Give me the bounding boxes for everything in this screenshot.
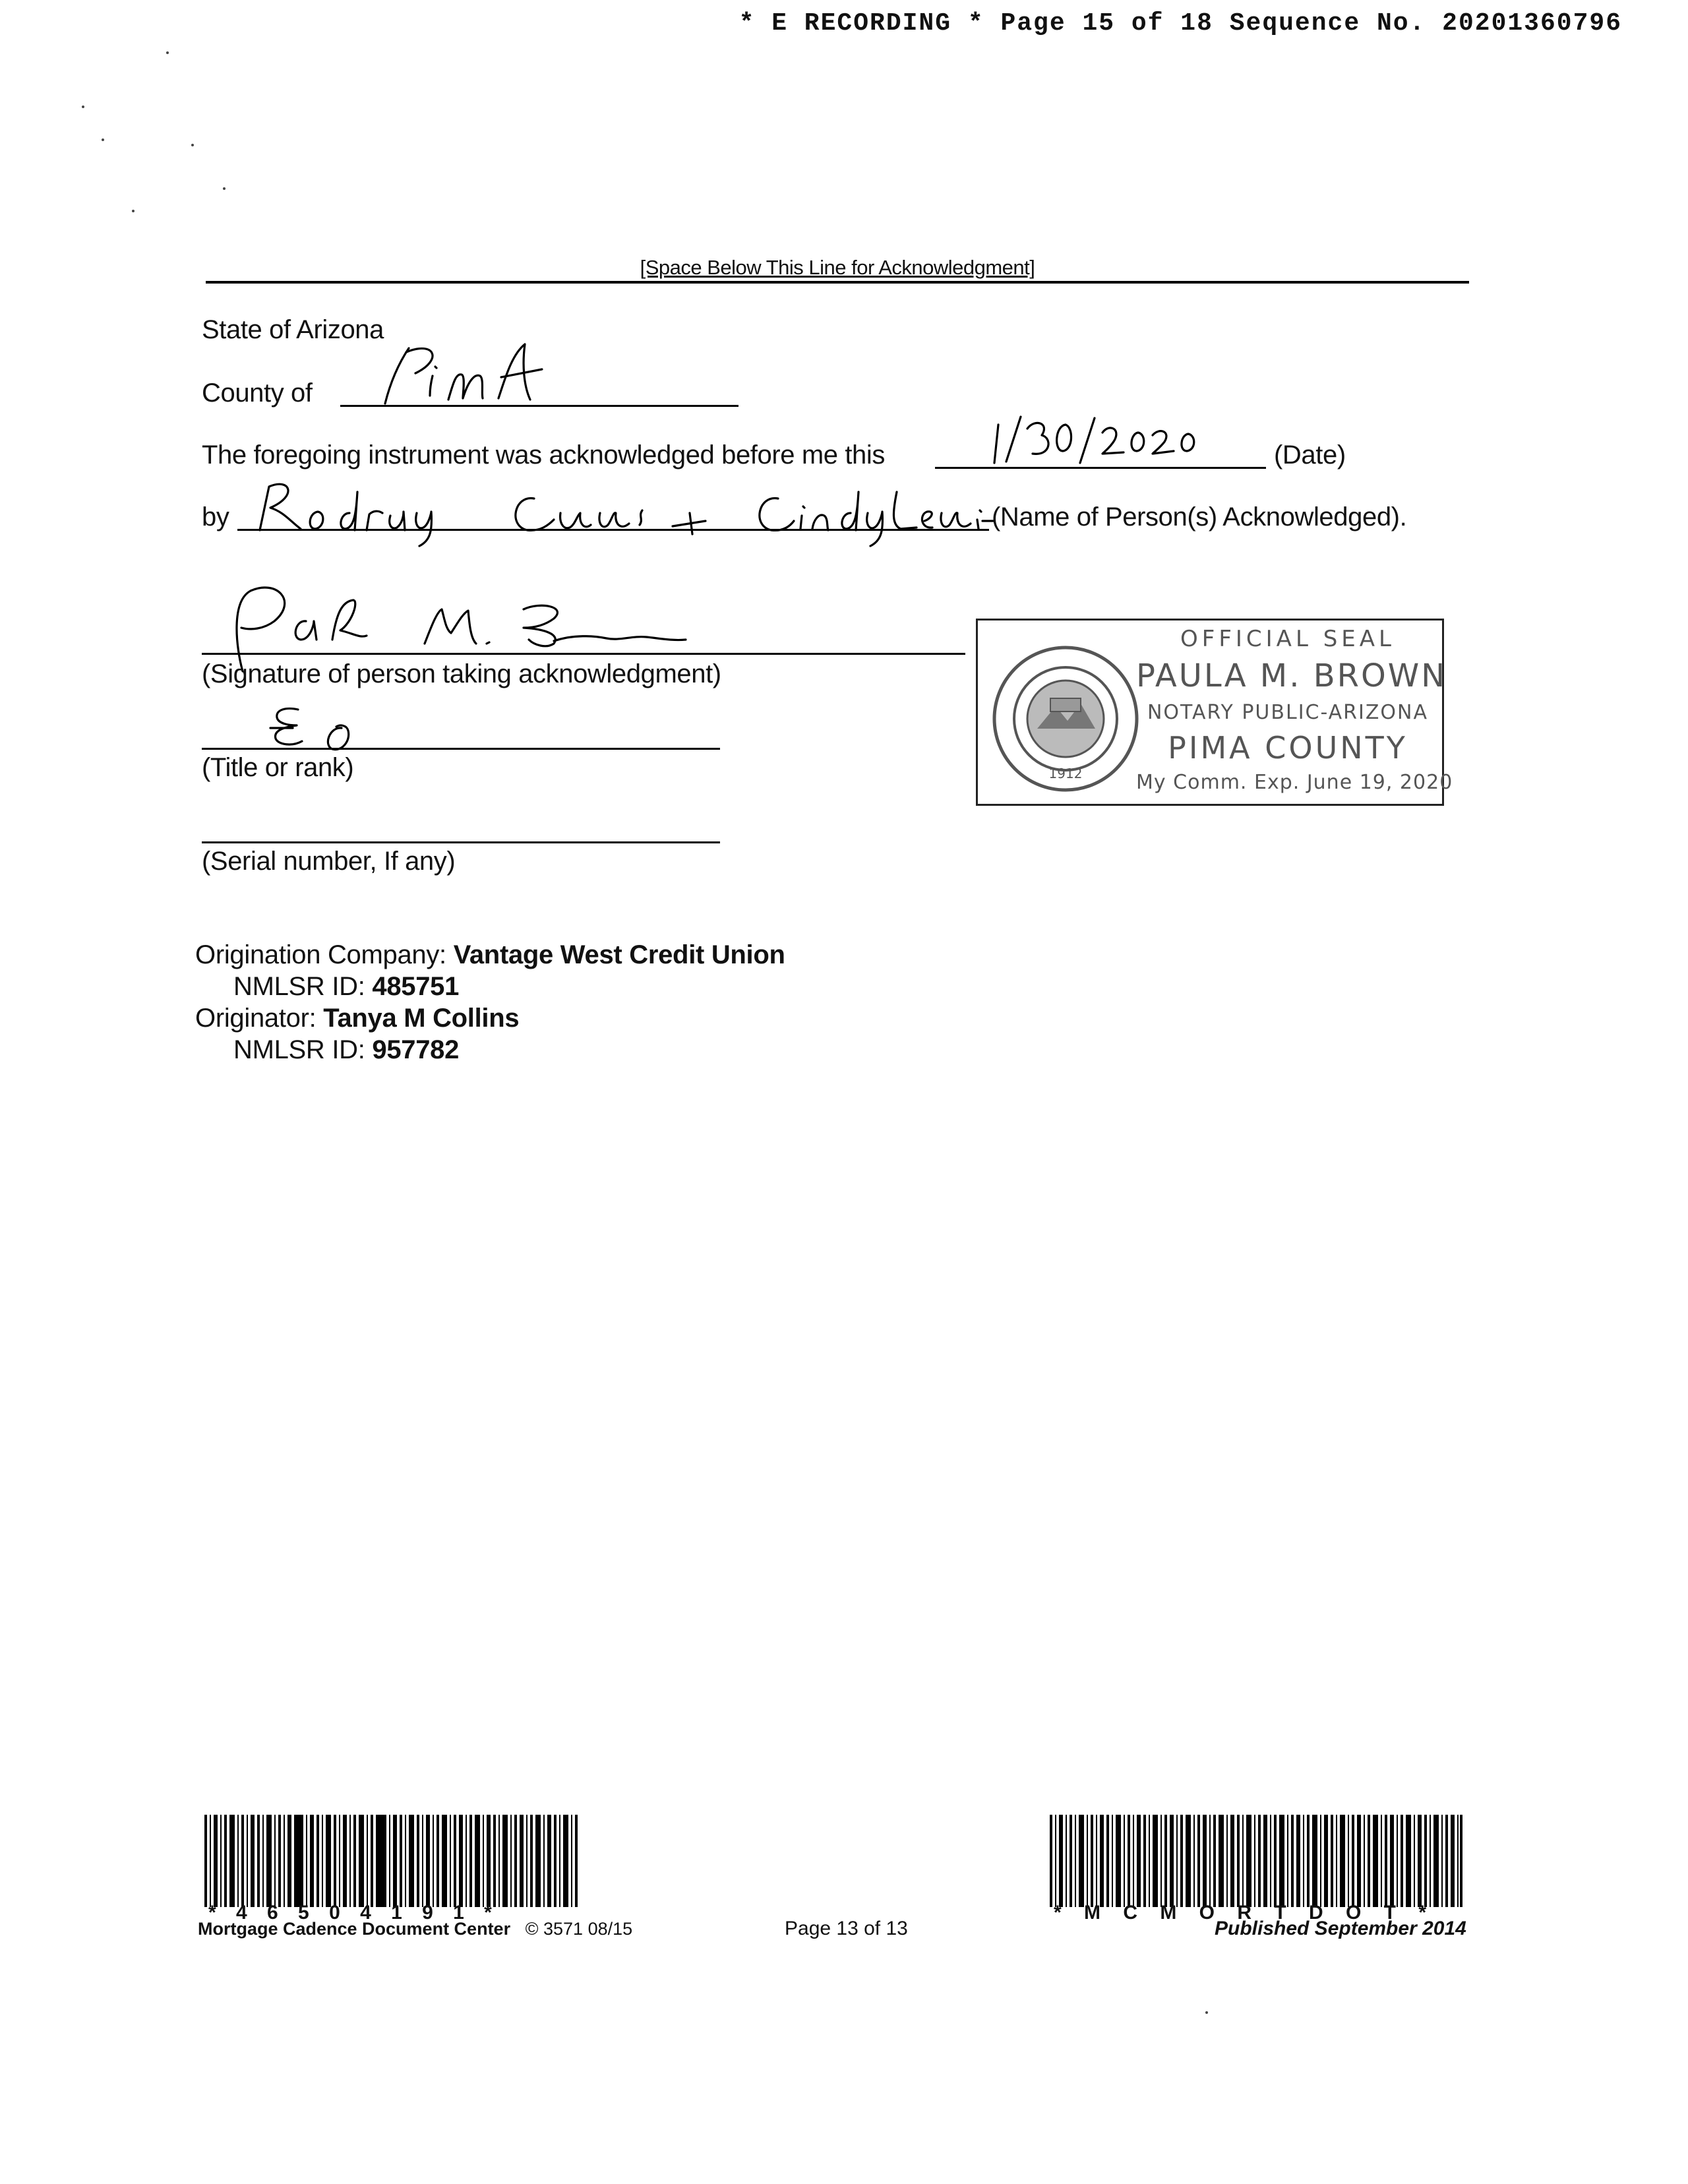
scan-speck: [82, 106, 84, 108]
scan-speck: [191, 144, 194, 146]
scan-speck: [132, 210, 135, 212]
scan-speck: [1205, 2011, 1208, 2014]
seal-notary-public: NOTARY PUBLIC-ARIZONA: [1147, 701, 1428, 724]
left-footer-caption: Mortgage Cadence Document Center © 3571 08/15: [198, 1919, 633, 1939]
serial-label: (Serial number, If any): [202, 847, 456, 876]
persons-label: (Name of Person(s) Acknowledged).: [992, 502, 1407, 531]
state-line: State of Arizona: [202, 315, 384, 344]
notary-seal-stamp: [976, 619, 1453, 806]
recording-header: * E RECORDING * Page 15 of 18 Sequence No. 20201360796: [738, 9, 1622, 38]
county-handwritten: [369, 335, 567, 408]
company-nmlsr-id: NMLSR ID: 485751: [233, 972, 460, 1001]
scan-speck: [223, 187, 226, 190]
originator-nmlsr-id: NMLSR ID: 957782: [233, 1035, 460, 1064]
left-barcode-text: * 4 6 5 0 4 1 9 1 *: [208, 1902, 492, 1924]
right-barcode: [1050, 1815, 1462, 1907]
acknowledgment-rule: [206, 281, 1469, 284]
left-barcode: [204, 1815, 578, 1907]
page-number: Page 13 of 13: [785, 1918, 908, 1939]
persons-handwritten: [244, 472, 996, 551]
acknowledgment-caption: [Space Below This Line for Acknowledgment]: [640, 256, 1035, 279]
originator: Originator: Tanya M Collins: [195, 1004, 520, 1033]
seal-notary-name: PAULA M. BROWN: [1136, 657, 1447, 694]
county-label: County of: [202, 379, 313, 408]
date-label: (Date): [1274, 440, 1346, 470]
right-barcode-text: * M C M O R T D O T *: [1054, 1902, 1426, 1924]
title-label: (Title or rank): [202, 753, 354, 782]
scan-speck: [102, 138, 104, 141]
seal-commission-expiry: My Comm. Exp. June 19, 2020: [1136, 771, 1453, 794]
seal-official-seal: OFFICIAL SEAL: [1180, 626, 1395, 652]
date-handwritten: [989, 410, 1240, 470]
foregoing-text: The foregoing instrument was acknowledged before me this: [202, 440, 885, 470]
origination-company: Origination Company: Vantage West Credit Union: [195, 940, 785, 969]
signature-label: (Signature of person taking acknowledgment): [202, 659, 721, 688]
published-caption: Published September 2014: [1215, 1918, 1466, 1939]
title-handwritten: [264, 702, 382, 754]
serial-blank-line: [202, 841, 720, 843]
seal-county: PIMA COUNTY: [1168, 730, 1408, 766]
emblem-year: 1912: [1048, 766, 1083, 781]
state-seal-emblem: [990, 643, 1141, 795]
by-label: by: [202, 502, 229, 531]
scan-speck: [166, 51, 169, 54]
